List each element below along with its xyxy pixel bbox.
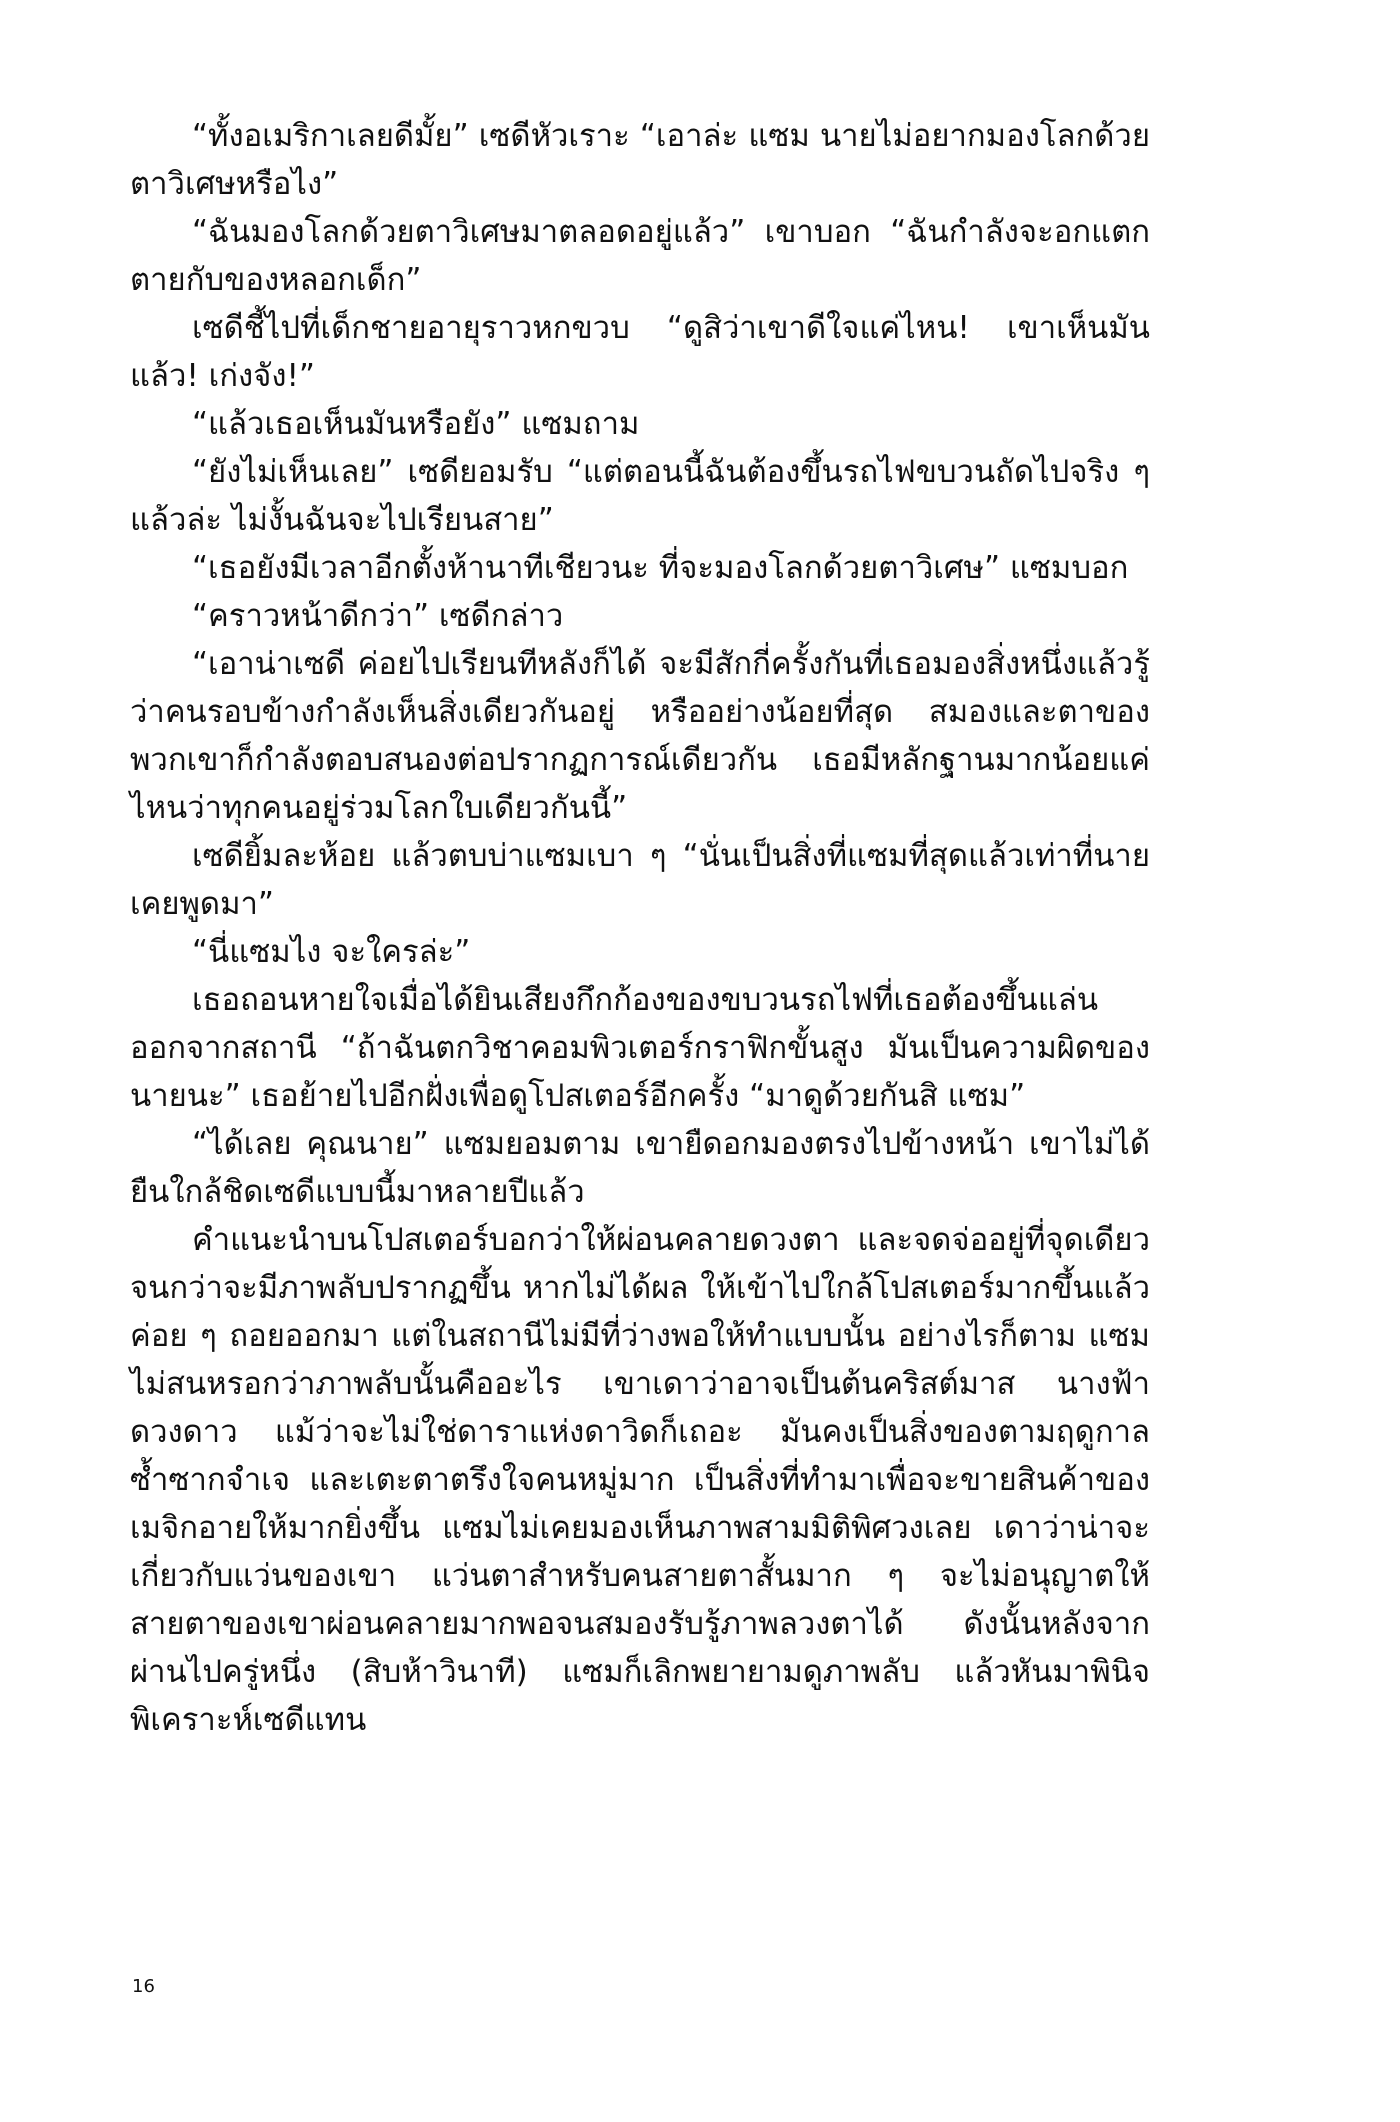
- paragraph: เธอถอนหายใจเมื่อได้ยินเสียงกึกก้องของขบวนรถไฟที่เธอต้องขึ้นแล่นออกจากสถานี “ถ้าฉันตกวิชาคอมพิวเตอร์กราฟิกขั้นสูง มันเป็นความผิดของนายนะ” เธอย้ายไปอีกฝั่งเพื่อดูโปสเตอร์อีกครั้ง “มาดูด้วยกันสิ แซม”: [130, 982, 1150, 1114]
- paragraph: “ฉันมองโลกด้วยตาวิเศษมาตลอดอยู่แล้ว” เขาบอก “ฉันกำลังจะอกแตกตายกับของหลอกเด็ก”: [130, 214, 1150, 298]
- paragraph: “นี่แซมไง จะใครล่ะ”: [192, 934, 471, 970]
- paragraph: “เธอยังมีเวลาอีกตั้งห้านาทีเชียวนะ ที่จะมองโลกด้วยตาวิเศษ” แซมบอก: [192, 550, 1129, 586]
- paragraph: “ยังไม่เห็นเลย” เซดียอมรับ “แต่ตอนนี้ฉันต้องขึ้นรถไฟขบวนถัดไปจริง ๆ แล้วล่ะ ไม่งั้นฉันจะไปเรียนสาย”: [130, 454, 1150, 538]
- paragraph: เซดียิ้มละห้อย แล้วตบบ่าแซมเบา ๆ “นั่นเป็นสิ่งที่แซมที่สุดแล้วเท่าที่นายเคยพูดมา”: [130, 838, 1150, 922]
- paragraph: “แล้วเธอเห็นมันหรือยัง” แซมถาม: [192, 406, 640, 442]
- paragraph: “ทั้งอเมริกาเลยดีมั้ย” เซดีหัวเราะ “เอาล่ะ แซม นายไม่อยากมองโลกด้วยตาวิเศษหรือไง”: [130, 118, 1150, 202]
- paragraph: “ได้เลย คุณนาย” แซมยอมตาม เขายืดอกมองตรงไปข้างหน้า เขาไม่ได้ยืนใกล้ชิดเซดีแบบนี้มาหลายปีแล้ว: [130, 1126, 1150, 1210]
- page-number: 16: [132, 1976, 155, 1997]
- paragraph: เซดีชี้ไปที่เด็กชายอายุราวหกขวบ “ดูสิว่าเขาดีใจแค่ไหน! เขาเห็นมันแล้ว! เก่งจัง!”: [130, 310, 1150, 394]
- paragraph: คำแนะนำบนโปสเตอร์บอกว่าให้ผ่อนคลายดวงตา และจดจ่ออยู่ที่จุดเดียวจนกว่าจะมีภาพลับปรากฏขึ้น หากไม่ได้ผล ให้เข้าไปใกล้โปสเตอร์มากขึ้นแล้วค่อย ๆ ถอยออกมา แต่ในสถานีไม่มีที่ว่างพอให้ทำแบบนั้น อย่างไรก็ตาม แซมไม่สนหรอกว่าภาพลับนั้นคืออะไร เขาเดาว่าอาจเป็นต้นคริสต์มาส นางฟ้า ดวงดาว แม้ว่าจะไม่ใช่ดาราแห่งดาวิดก็เถอะ มันคงเป็นสิ่งของตามฤดูกาลซ้ำซากจำเจ และเตะตาตรึงใจคนหมู่มาก เป็นสิ่งที่ทำมาเพื่อจะขายสินค้าของเมจิกอายให้มากยิ่งขึ้น แซมไม่เคยมองเห็นภาพสามมิติพิศวงเลย เดาว่าน่าจะเกี่ยวกับแว่นของเขา แว่นตาสำหรับคนสายตาสั้นมาก ๆ จะไม่อนุญาตให้สายตาของเขาผ่อนคลายมากพอจนสมองรับรู้ภาพลวงตาได้ ดังนั้นหลังจากผ่านไปครู่หนึ่ง (สิบห้าวินาที) แซมก็เลิกพยายามดูภาพลับ แล้วหันมาพินิจพิเคราะห์เซดีแทน: [130, 1222, 1150, 1738]
- body-text: [130, 112, 1150, 1744]
- paragraph: “คราวหน้าดีกว่า” เซดีกล่าว: [192, 598, 564, 634]
- paragraph: “เอาน่าเซดี ค่อยไปเรียนทีหลังก็ได้ จะมีสักกี่ครั้งกันที่เธอมองสิ่งหนึ่งแล้วรู้ว่าคนรอบข้างกำลังเห็นสิ่งเดียวกันอยู่ หรืออย่างน้อยที่สุด สมองและตาของพวกเขาก็กำลังตอบสนองต่อปรากฏการณ์เดียวกัน เธอมีหลักฐานมากน้อยแค่ไหนว่าทุกคนอยู่ร่วมโลกใบเดียวกันนี้”: [130, 646, 1150, 826]
